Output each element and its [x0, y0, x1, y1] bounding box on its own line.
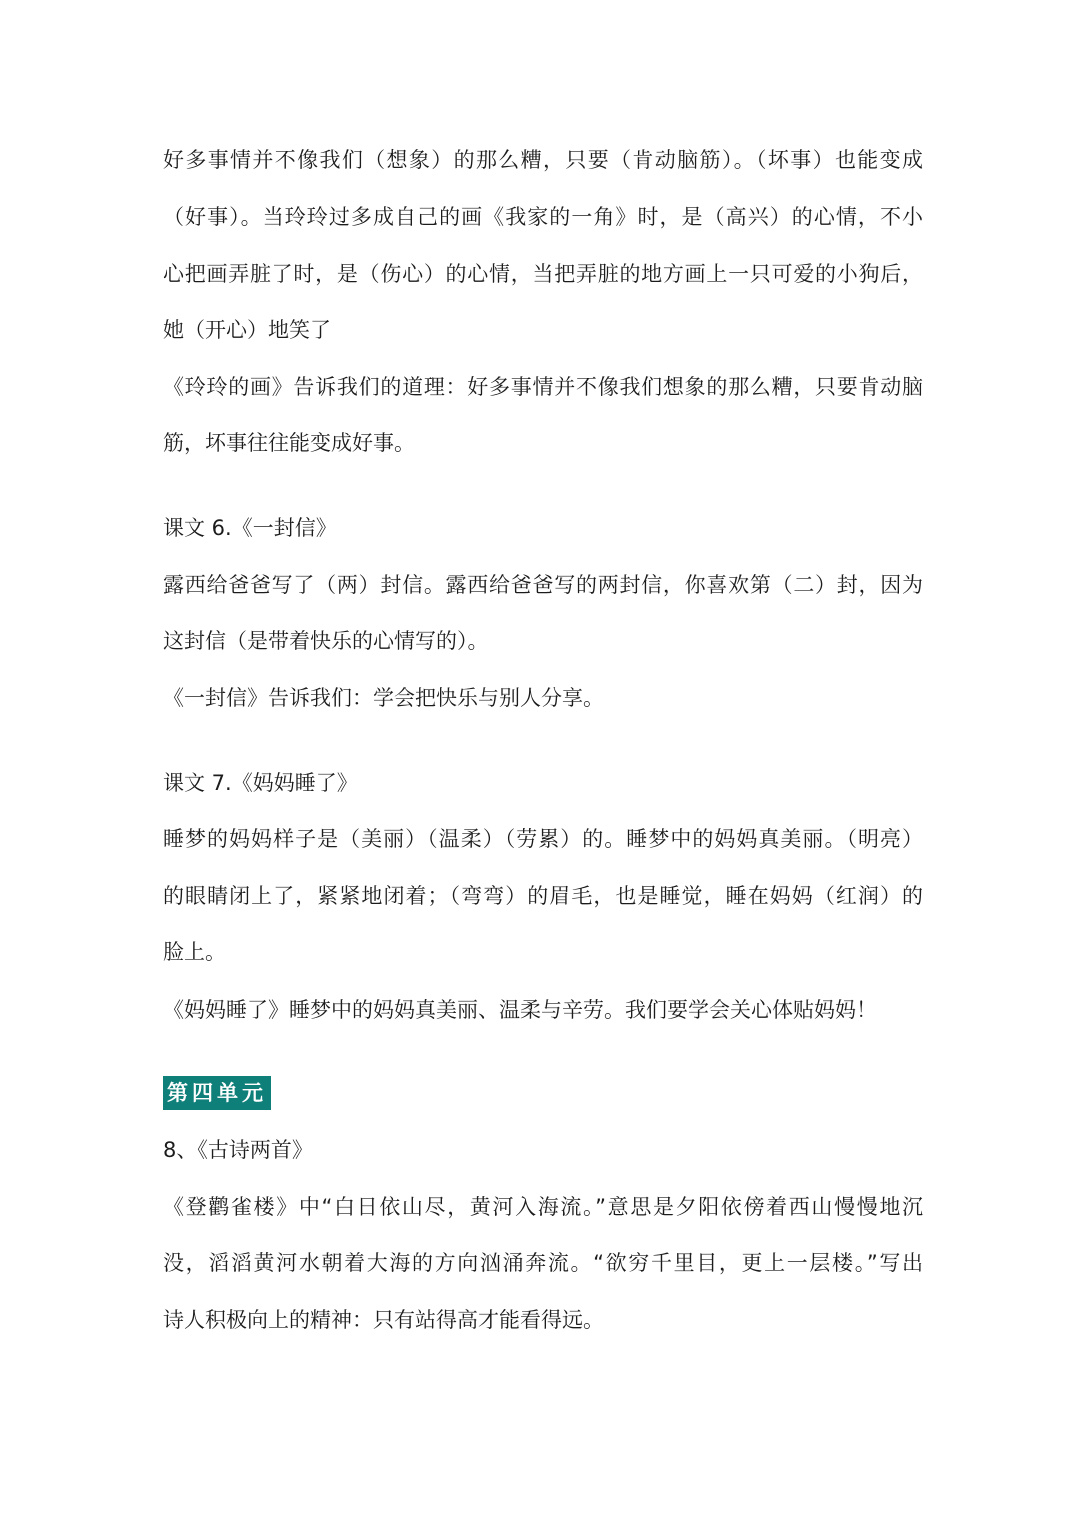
lesson5-line-4: 她（开心）地笑了 — [163, 318, 331, 342]
lesson8-line-1: 《登鹳雀楼》中“白日依山尽，黄河入海流。”意思是夕阳依傍着西山慢慢地沉 — [163, 1195, 923, 1219]
lesson5-line-3: 心把画弄脏了时，是（伤心）的心情，当把弄脏的地方画上一只可爱的小狗后， — [163, 262, 923, 286]
lesson7-line-3: 脸上。 — [163, 940, 226, 964]
lesson6-line-1: 露西给爸爸写了（两）封信。露西给爸爸写的两封信，你喜欢第（二）封，因为 — [163, 573, 923, 597]
lesson5-moral-line-1: 《玲玲的画》告诉我们的道理：好多事情并不像我们想象的那么糟，只要肯动脑 — [163, 375, 923, 399]
lesson8-line-2: 没，滔滔黄河水朝着大海的方向汹涌奔流。“欲穷千里目，更上一层楼。”写出 — [163, 1251, 923, 1275]
unit4-heading: 第四单元 — [163, 1076, 271, 1110]
lesson6-moral: 《一封信》告诉我们：学会把快乐与别人分享。 — [163, 686, 604, 710]
lesson5-line-2: （好事）。当玲玲过多成自己的画《我家的一角》时，是（高兴）的心情，不小 — [163, 205, 923, 229]
lesson7-moral: 《妈妈睡了》睡梦中的妈妈真美丽、温柔与辛劳。我们要学会关心体贴妈妈！ — [163, 998, 877, 1022]
lesson8-title: 8、《古诗两首》 — [163, 1138, 313, 1162]
lesson7-title: 课文 7.《妈妈睡了》 — [163, 771, 358, 795]
lesson5-moral-line-2: 筋，坏事往往能变成好事。 — [163, 431, 415, 455]
lesson8-line-3: 诗人积极向上的精神：只有站得高才能看得远。 — [163, 1308, 604, 1332]
lesson5-line-1: 好多事情并不像我们（想象）的那么糟，只要（肯动脑筋）。（坏事）也能变成 — [163, 148, 923, 172]
lesson7-line-2: 的眼睛闭上了，紧紧地闭着；（弯弯）的眉毛，也是睡觉，睡在妈妈（红润）的 — [163, 884, 923, 908]
lesson6-line-2: 这封信（是带着快乐的心情写的）。 — [163, 629, 489, 653]
lesson6-title: 课文 6.《一封信》 — [163, 516, 337, 540]
lesson7-line-1: 睡梦的妈妈样子是（美丽）（温柔）（劳累）的。睡梦中的妈妈真美丽。（明亮） — [163, 827, 923, 851]
